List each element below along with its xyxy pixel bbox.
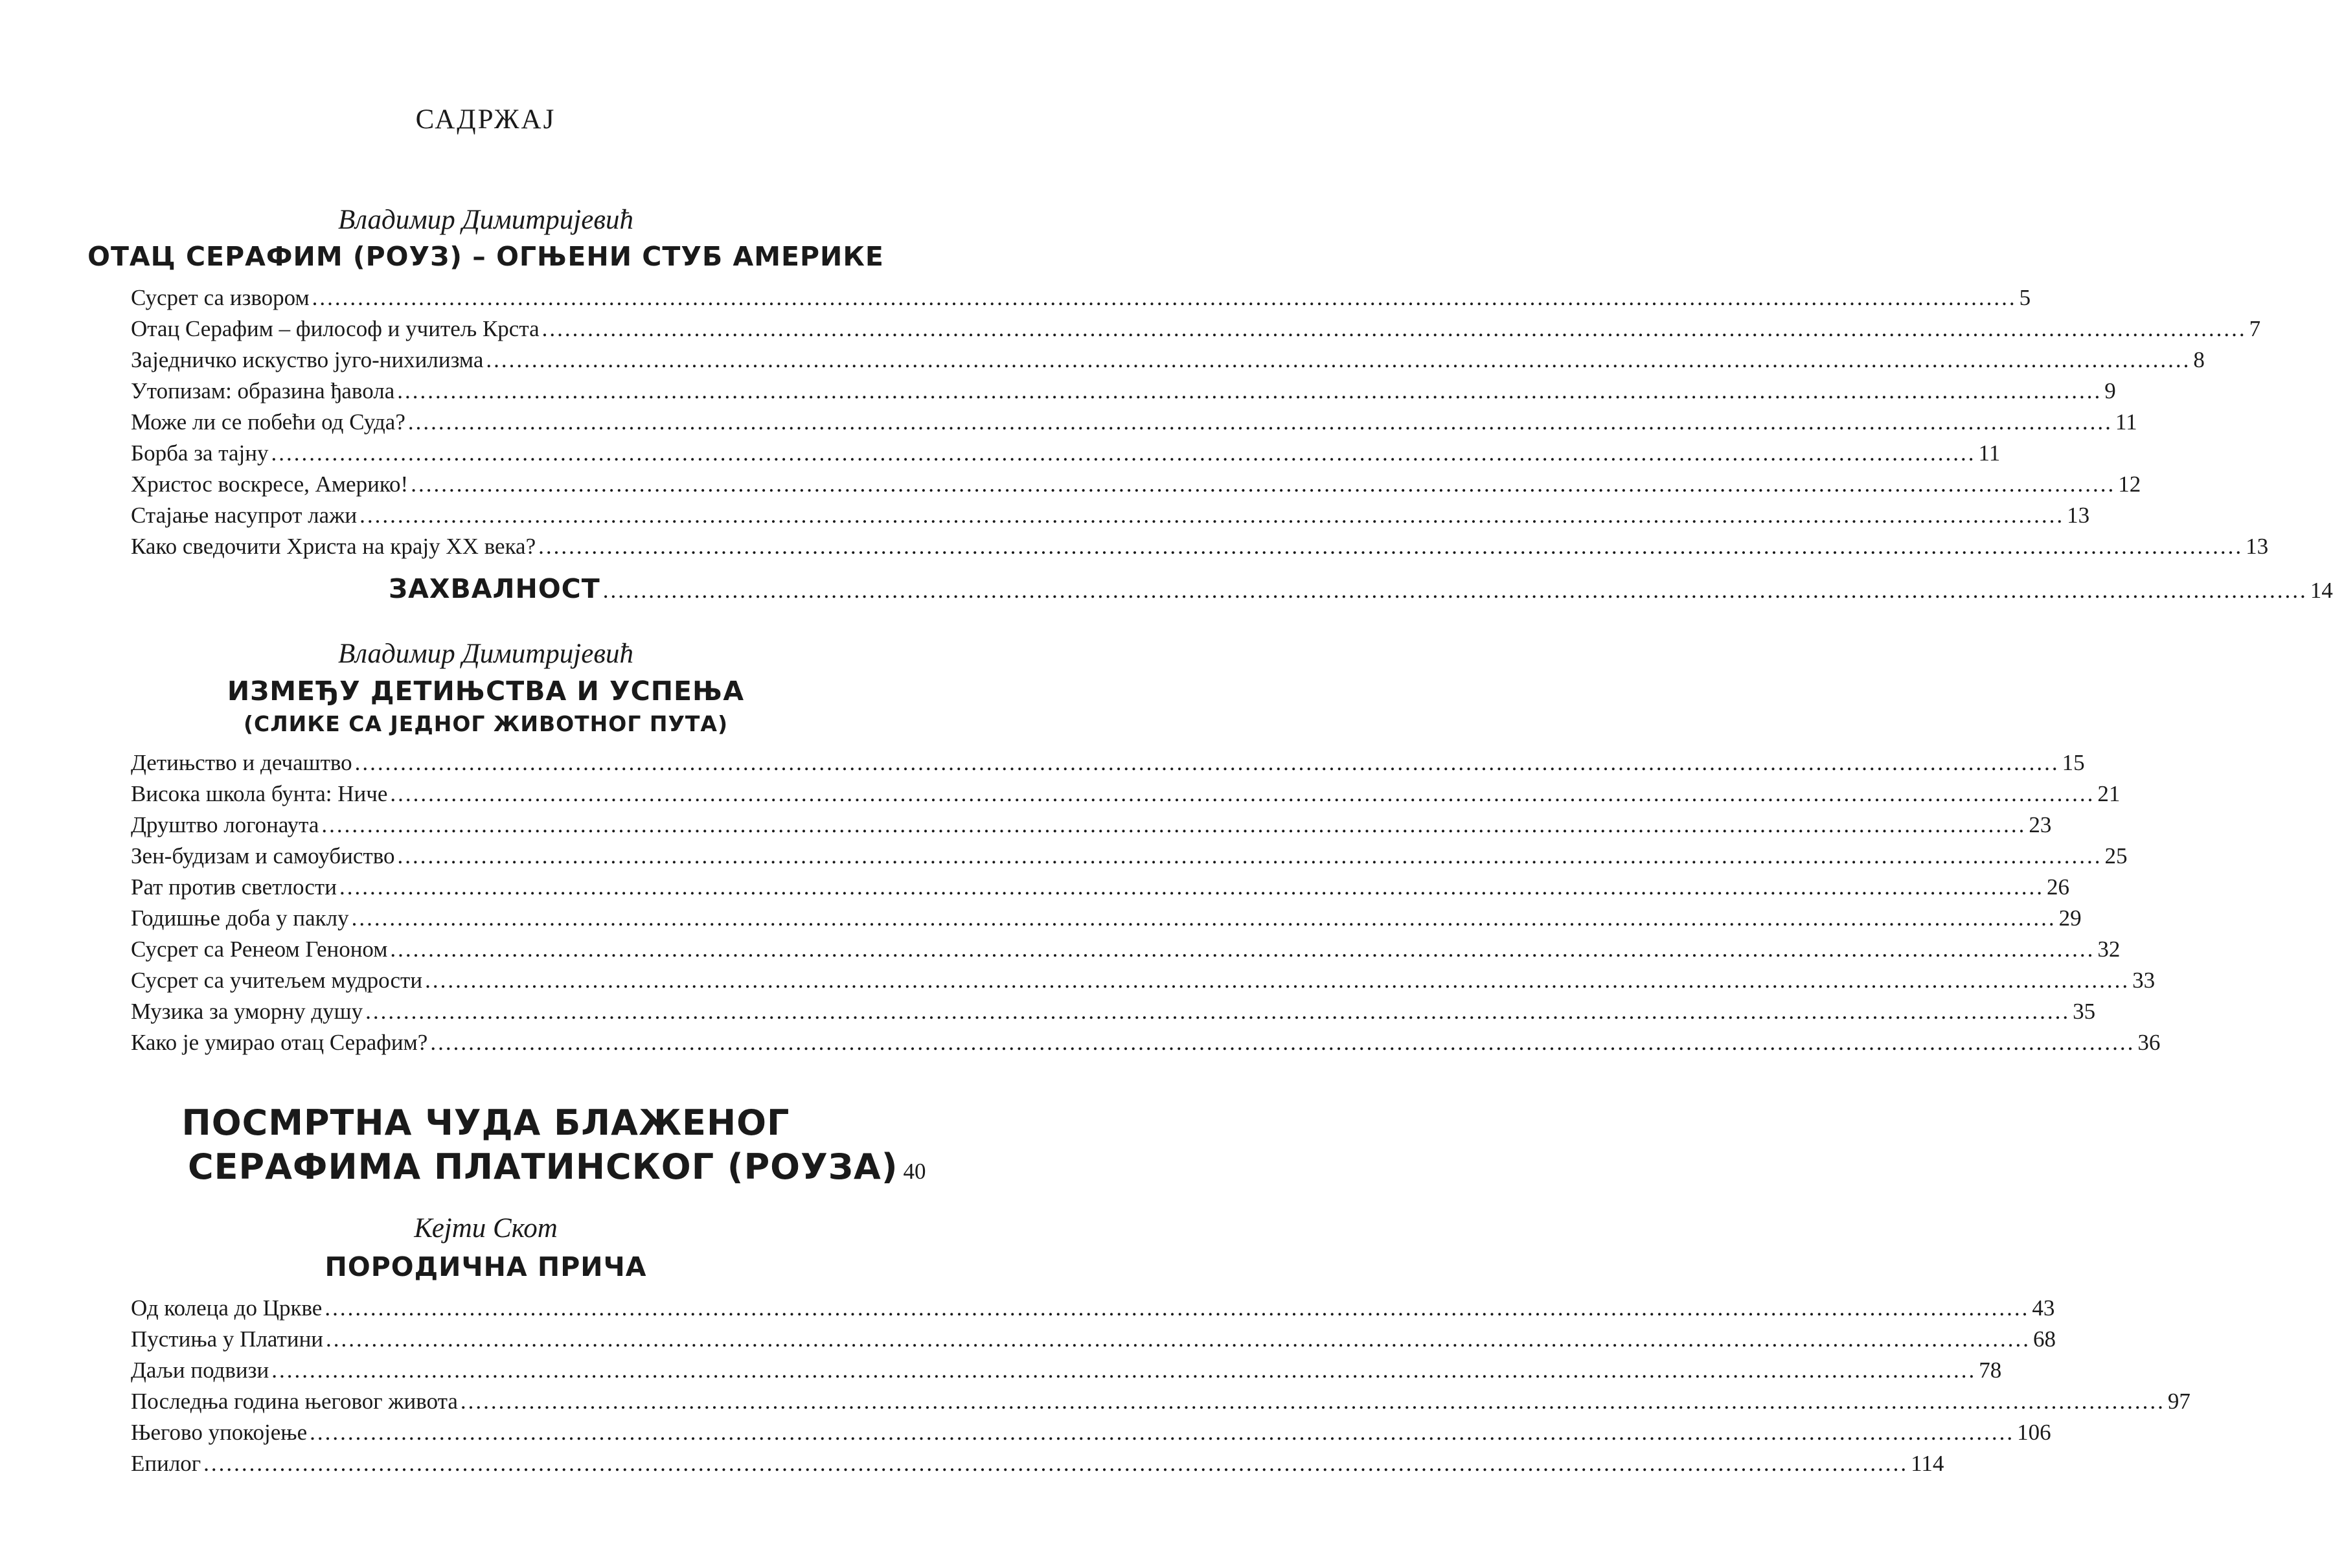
dot-leader: ................................................................................................................................................................................................................................ <box>411 472 2116 497</box>
dot-leader: ................................................................................................................................................................................................................................ <box>324 1295 2030 1321</box>
dot-leader: ................................................................................................................................................................................................................................ <box>460 1389 2165 1414</box>
toc-entry-page: 36 <box>2137 1030 2161 1055</box>
toc-entry-label: Епилог <box>131 1451 201 1476</box>
toc-entry-label: Годишње доба у паклу <box>131 905 349 931</box>
toc-entry-label: Детињство и дечаштво <box>131 750 352 775</box>
dot-leader: ................................................................................................................................................................................................................................ <box>326 1326 2031 1352</box>
toc-entry-page: 8 <box>2193 347 2205 372</box>
dot-leader: ................................................................................................................................................................................................................................ <box>351 905 2056 931</box>
toc-entry-label: Пустиња у Платини <box>131 1326 324 1352</box>
section3-author: Кејти Скот <box>414 1213 558 1244</box>
toc-entry-page: 15 <box>2062 750 2085 775</box>
toc-entry-label: Последња година његовог живота <box>131 1389 458 1414</box>
gratitude-label: ЗАХВАЛНОСТ <box>389 573 600 604</box>
toc-entry[interactable] <box>131 1358 2002 1389</box>
dot-leader: ................................................................................................................................................................................................................................ <box>430 1030 2135 1055</box>
toc-entry-label: Борба за тајну <box>131 440 269 466</box>
toc-entry-page: 9 <box>2104 378 2116 403</box>
section3-title: ПОРОДИЧНА ПРИЧА <box>324 1251 647 1282</box>
toc-entry-page: 97 <box>2167 1389 2191 1414</box>
dot-leader: ................................................................................................................................................................................................................................ <box>271 440 1976 466</box>
toc-entry[interactable] <box>131 1389 2191 1420</box>
toc-entry[interactable] <box>131 1326 2056 1358</box>
toc-entry-page: 13 <box>2246 534 2269 559</box>
toc-entry-page: 33 <box>2132 968 2156 993</box>
toc-entry[interactable] <box>131 503 2090 534</box>
section2-title: ИЗМЕЂУ ДЕТИЊСТВА И УСПЕЊА <box>227 676 745 707</box>
toc-entry[interactable] <box>131 968 2156 999</box>
toc-entry[interactable] <box>131 843 2128 874</box>
dot-leader: ................................................................................................................................................................................................................................ <box>390 937 2095 962</box>
toc-entry-label: Стајање насупрот лажи <box>131 503 358 528</box>
toc-entry[interactable] <box>131 347 2205 378</box>
section1-toc <box>131 285 2269 565</box>
section3-toc <box>131 1295 2191 1482</box>
toc-entry[interactable] <box>131 316 2261 347</box>
toc-entry-page: 32 <box>2097 937 2121 962</box>
dot-leader: ................................................................................................................................................................................................................................ <box>310 1420 2015 1445</box>
toc-entry-page: 11 <box>1978 440 2001 466</box>
toc-entry-label: Може ли се побећи од Суда? <box>131 409 405 435</box>
toc-entry-label: Даљи подвизи <box>131 1358 269 1383</box>
toc-entry[interactable] <box>131 999 2096 1030</box>
toc-entry-label: Заједничко искуство југо-нихилизма <box>131 347 484 372</box>
dot-leader: ................................................................................................................................................................................................................................ <box>397 843 2102 869</box>
dot-leader: ................................................................................................................................................................................................................................ <box>390 781 2095 806</box>
dot-leader: ................................................................................................................................................................................................................................ <box>354 750 2060 775</box>
toc-entry[interactable] <box>131 1295 2055 1326</box>
toc-entry-label: Његово упокојење <box>131 1420 308 1445</box>
toc-entry[interactable] <box>131 812 2052 843</box>
toc-entry[interactable] <box>131 874 2069 905</box>
toc-entry-page: 11 <box>2115 409 2137 435</box>
toc-entry-page: 21 <box>2097 781 2121 806</box>
toc-entry-page: 23 <box>2029 812 2052 837</box>
dot-leader: ................................................................................................................................................................................................................................ <box>359 503 2065 528</box>
toc-entry-label: Сусрет са извором <box>131 285 310 310</box>
toc-entry-label: Отац Серафим – философ и учитељ Крста <box>131 316 540 341</box>
gratitude-page: 14 <box>2310 578 2333 603</box>
dot-leader: ................................................................................................................................................................................................................................ <box>271 1358 1977 1383</box>
toc-entry-label: Утопизам: образина ђавола <box>131 378 395 403</box>
toc-entry-label: Сусрет са учитељем мудрости <box>131 968 423 993</box>
toc-entry-label: Зен-будизам и самоубиство <box>131 843 395 869</box>
miracles-title-line2: СЕРАФИМА ПЛАТИНСКОГ (РОУЗА) <box>188 1146 898 1187</box>
toc-entry-page: 68 <box>2033 1326 2056 1352</box>
toc-entry-page: 7 <box>2249 316 2261 341</box>
dot-leader: ................................................................................................................................................................................................................................ <box>425 968 2130 993</box>
dot-leader: ................................................................................................................................................................................................................................ <box>407 409 2113 435</box>
toc-entry-label: Како је умирао отац Серафим? <box>131 1030 428 1055</box>
toc-entry-page: 13 <box>2067 503 2090 528</box>
dot-leader: ................................................................................................................................................................................................................................ <box>486 347 2191 372</box>
toc-entry[interactable] <box>131 472 2141 503</box>
toc-entry-label: Рат против светлости <box>131 874 337 900</box>
toc-entry-page: 35 <box>2073 999 2096 1024</box>
section2-author: Владимир Димитријевић <box>337 639 634 669</box>
miracles-page: 40 <box>903 1159 926 1184</box>
toc-entry-miracles[interactable] <box>188 1146 926 1187</box>
toc-entry-page: 43 <box>2032 1295 2055 1321</box>
toc-entry-page: 106 <box>2017 1420 2051 1445</box>
toc-entry[interactable] <box>131 285 2031 316</box>
dot-leader: ................................................................................................................................................................................................................................ <box>538 534 2244 559</box>
toc-entry[interactable] <box>131 1030 2161 1061</box>
dot-leader: ................................................................................................................................................................................................................................ <box>541 316 2247 341</box>
dot-leader: ................................................................................................................................................................................................................................ <box>321 812 2027 837</box>
toc-entry[interactable] <box>131 534 2269 565</box>
toc-entry-page: 5 <box>2019 285 2031 310</box>
toc-entry[interactable] <box>131 781 2121 812</box>
dot-leader: ................................................................................................................................................................................................................................ <box>203 1451 1909 1476</box>
toc-entry-page: 25 <box>2104 843 2128 869</box>
toc-entry[interactable] <box>131 937 2121 968</box>
section2-toc <box>131 750 2161 1061</box>
toc-entry[interactable] <box>131 1420 2051 1451</box>
section1-title: ОТАЦ СЕРАФИМ (РОУЗ) – ОГЊЕНИ СТУБ АМЕРИКЕ <box>87 241 884 272</box>
toc-entry-page: 12 <box>2118 472 2141 497</box>
dot-leader: ................................................................................................................................................................................................................................ <box>312 285 2017 310</box>
toc-entry-label: Христос воскресе, Америко! <box>131 472 409 497</box>
toc-entry[interactable] <box>131 440 2001 472</box>
toc-entry-label: Друштво логонаута <box>131 812 319 837</box>
toc-entry[interactable] <box>131 409 2137 440</box>
toc-entry-page: 114 <box>1911 1451 1944 1476</box>
toc-entry[interactable] <box>131 905 2082 937</box>
miracles-title-line1: ПОСМРТНА ЧУДА БЛАЖЕНОГ <box>181 1102 790 1143</box>
toc-entry-label: Музика за уморну душу <box>131 999 363 1024</box>
toc-entry-label: Како сведочити Христа на крају XX века? <box>131 534 536 559</box>
toc-entry-label: Сусрет са Ренеом Геноном <box>131 937 388 962</box>
section1-author: Владимир Димитријевић <box>337 205 634 235</box>
toc-entry[interactable] <box>131 1451 1944 1482</box>
dot-leader: ................................................................................................................................................................................................................................ <box>602 578 2308 603</box>
dot-leader: ................................................................................................................................................................................................................................ <box>339 874 2044 900</box>
toc-entry-gratitude[interactable] <box>389 573 2333 604</box>
toc-entry-page: 78 <box>1979 1358 2002 1383</box>
toc-entry-page: 26 <box>2046 874 2069 900</box>
toc-entry-label: Од колеца до Цркве <box>131 1295 323 1321</box>
toc-entry-label: Висока школа бунта: Ниче <box>131 781 388 806</box>
toc-entry-page: 29 <box>2058 905 2082 931</box>
dot-leader: ................................................................................................................................................................................................................................ <box>365 999 2071 1024</box>
toc-entry[interactable] <box>131 750 2085 781</box>
toc-entry[interactable] <box>131 378 2116 409</box>
section2-subtitle: (СЛИКЕ СА ЈЕДНОГ ЖИВОТНОГ ПУТА) <box>243 711 729 736</box>
contents-heading: САДРЖАЈ <box>415 104 556 135</box>
dot-leader: ................................................................................................................................................................................................................................ <box>397 378 2102 403</box>
